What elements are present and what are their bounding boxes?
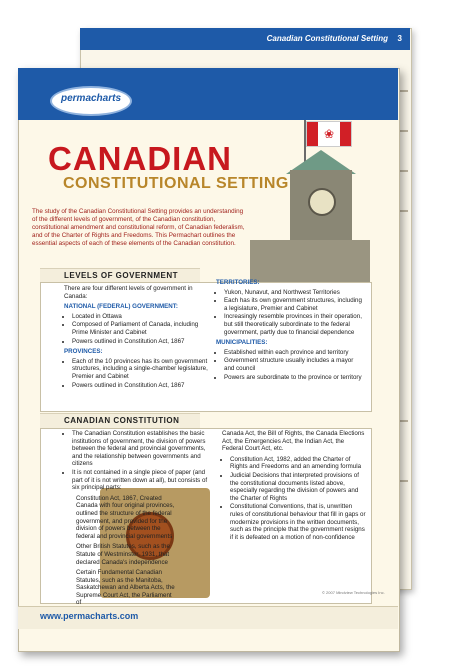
list-item: • Yukon, Nunavut, and Northwest Territories [224,289,364,297]
permacharts-logo [50,86,132,116]
page-title: CANADIAN [48,140,232,177]
municipalities-heading: MUNICIPALITIES: [216,339,268,347]
constitution-heading: CANADIAN CONSTITUTION [64,416,180,425]
list-item: • The Canadian Constitution establishes the basic institutions of government, the division of powers between the federal and provincial governments, and the relationship between governments and citizens [72,430,210,468]
website-link[interactable]: www.permacharts.com [40,611,139,621]
list-item: • Powers are subordinate to the province or territory [224,374,364,382]
list-item: • Constitution Act, 1982, added the Charter of Rights and Freedoms and an amending formula [230,456,366,471]
canada-flag-icon: ❀ [306,121,352,147]
constitution-right-lead: Canada Act, the Bill of Rights, the Canada Elections Act, the Emergencies Act, the Indian Act, the Federal Court Act, etc. [222,430,365,453]
list-item: • Located in Ottawa [72,313,208,321]
national-heading: NATIONAL (FEDERAL) GOVERNMENT: [64,303,178,311]
back-page-header [80,28,410,50]
copyright-text: © 2007 Mindview Technologies Inc. [322,590,385,595]
constitution-right-column [222,430,366,544]
logo-text: permacharts [60,93,122,104]
sub-item: Constitution Act, 1867, Created Canada with four original provinces, outlined the structure of the federal government, and provided for the division of powers between the federal and provincial governments [76,494,175,540]
back-page-number: 3 [397,34,402,43]
list-item: • It is not contained in a single piece of paper (and part of it is not written down at all), but consists of six principal parts: [72,469,210,492]
list-item: • Judicial Decisions that interpreted provisions of the constitutional documents listed above, especially regarding the division of powers and the Charter of Rights [230,472,366,502]
list-item: • Each of the 10 provinces has its own government structures, including a single-chamber legislature, Premier and Cabinet [72,358,208,381]
list-item: • Increasingly resemble provinces in their operation, but still theoretically subordinate to the federal government, partly due to financial dependence [224,313,364,336]
clock-icon [308,188,336,216]
page-subtitle: CONSTITUTIONAL SETTING [63,175,289,192]
intro-paragraph: The study of the Canadian Constitutional Setting provides an understanding of the different levels of government, of the Canadian constitution, constitutional amendment and constitutional reform, of Canadian federalism, and of the Charter of Rights and Freedoms. This Permachart outlines the essential aspects of each of these elements of the Canadian constitution. [32,208,245,247]
list-item: • Composed of Parliament of Canada, including Prime Minister and Cabinet [72,321,208,336]
levels-left-column [64,285,208,392]
levels-lead: There are four different levels of government in Canada: [64,285,193,300]
territories-heading: TERRITORIES: [216,279,260,286]
levels-right-column [216,276,364,384]
list-item: • Established within each province and territory [224,349,364,357]
constitution-left-column [64,430,210,610]
list-item: • Powers outlined in Constitution Act, 1867 [72,338,208,346]
back-page-title: Canadian Constitutional Setting [266,34,388,43]
list-item: • Constitutional Conventions, that is, unwritten rules of constitutional behaviour that fill in gaps or modernize provisions in the written documents, such as the principle that the government resigns if it is defeated on a motion of non-confidence [230,503,366,541]
list-item: • Powers outlined in Constitution Act, 1867 [72,382,208,390]
list-item: • Government structure usually includes a mayor and council [224,357,364,372]
provinces-heading: PROVINCES: [64,348,103,356]
list-item: • Each has its own government structures, including a legislature, Premier and Cabinet [224,297,364,312]
sub-item: Other British Statutes, such as the Statute of Westminster, 1931, that declared Canada's independence [76,543,170,566]
sub-item: Certain Fundamental Canadian Statutes, such as the Manitoba, Saskatchewan and Alberta Acts, the Supreme Court Act, the Parliament of [76,569,175,607]
levels-heading: LEVELS OF GOVERNMENT [64,271,179,280]
